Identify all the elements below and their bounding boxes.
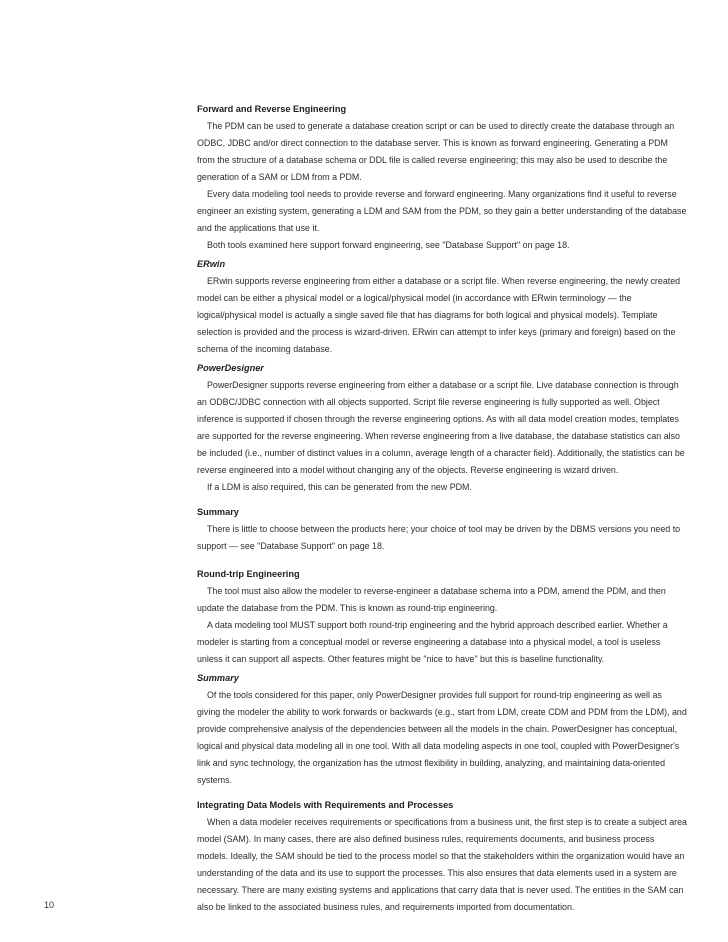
paragraph: Of the tools considered for this paper, only PowerDesigner provides full support for round-trip engineering as well as giving the modeler the ability to work forwards or backwards (e.g., start from LDM, create CDM and PDM from the LDM), and provide comprehensive analysis of the dependencies between all the models in the chain. PowerDesigner has conceptual, logical and physical data modeling all in one tool. With all data modeling aspects in one tool, coupled with PowerDesigner's link and sync technology, the organization has the utmost flexibility in building, analyzing, and maintaining data-oriented systems.	[197, 690, 687, 785]
page-number: 10	[44, 900, 55, 910]
paragraph: There is little to choose between the products here; your choice of tool may be driven by the DBMS versions you need to support — see "Database Support" on page 18.	[197, 524, 681, 551]
heading-forward-reverse-engineering: Forward and Reverse Engineering	[197, 104, 347, 114]
heading-erwin: ERwin	[197, 259, 226, 269]
paragraph: When a data modeler receives requirements or specifications from a business unit, the first step is to create a subject area model (SAM). In many cases, there are also defined business rules, requirements documents, and business process models. Ideally, the SAM should be tied to the process model so that the stakeholders within the organization would have an understanding of the data and its use to support the processes. This also ensures that data elements used in a system are necessary. There are many existing systems and applications that carry data that is never used. The entities in the SAM can also be linked to the associated business rules, and requirements imported from documentation.	[197, 817, 687, 912]
paragraph: Every data modeling tool needs to provide reverse and forward engineering. Many organizations find it useful to reverse engineer an existing system, generating a LDM and SAM from the PDM, so they gain a better understanding of the database and the applications that use it.	[197, 189, 687, 233]
heading-summary: Summary	[197, 507, 239, 517]
paragraph: The PDM can be used to generate a database creation script or can be used to directly create the database through an ODBC, JDBC and/or direct connection to the database server. This is known as forward engineering. Generating a PDM from the structure of a database schema or DDL file is called reverse engineering; this may also be used to describe the generation of a SAM or LDM from a PDM.	[197, 121, 675, 182]
paragraph: A data modeling tool MUST support both round-trip engineering and the hybrid approach described earlier. Whether a modeler is starting from a conceptual model or reverse engineering a database into a physical model, a tool is useless unless it can support all aspects. Other features might be "nice to have" but this is baseline functionality.	[197, 620, 668, 664]
heading-powerdesigner: PowerDesigner	[197, 363, 264, 373]
heading-summary-italic: Summary	[197, 673, 239, 683]
paragraph: If a LDM is also required, this can be generated from the new PDM.	[207, 482, 472, 492]
heading-round-trip-engineering: Round-trip Engineering	[197, 569, 300, 579]
body-text-column	[197, 101, 687, 916]
heading-integrating-data-models: Integrating Data Models with Requirements and Processes	[197, 800, 454, 810]
paragraph: Both tools examined here support forward engineering, see "Database Support" on page 18.	[207, 240, 570, 250]
paragraph: The tool must also allow the modeler to reverse-engineer a database schema into a PDM, amend the PDM, and then update the database from the PDM. This is known as round-trip engineering.	[197, 586, 666, 613]
paragraph: PowerDesigner supports reverse engineering from either a database or a script file. Live database connection is through an ODBC/JDBC connection with all objects supported. Script file reverse engineering is fully supported as well. Object inference is supported if chosen through the reverse engineering options. As with all data model creation modes, templates are supported for the reverse engineering. When reverse engineering from a live database, the database statistics can also be included (i.e., number of distinct values in a column, average length of a character field). Additionally, the statistics can be reverse engineered into a model without changing any of the objects. Reverse engineering is wizard driven.	[197, 380, 685, 475]
paragraph: ERwin supports reverse engineering from either a database or a script file. When reverse engineering, the newly created model can be either a physical model or a logical/physical model (in accordance with ERwin terminology — the logical/physical model is actually a single saved file that has diagrams for both logical and physical models). Template selection is provided and the process is wizard-driven. ERwin can attempt to infer keys (primary and foreign) based on the schema of the incoming database.	[197, 276, 681, 354]
